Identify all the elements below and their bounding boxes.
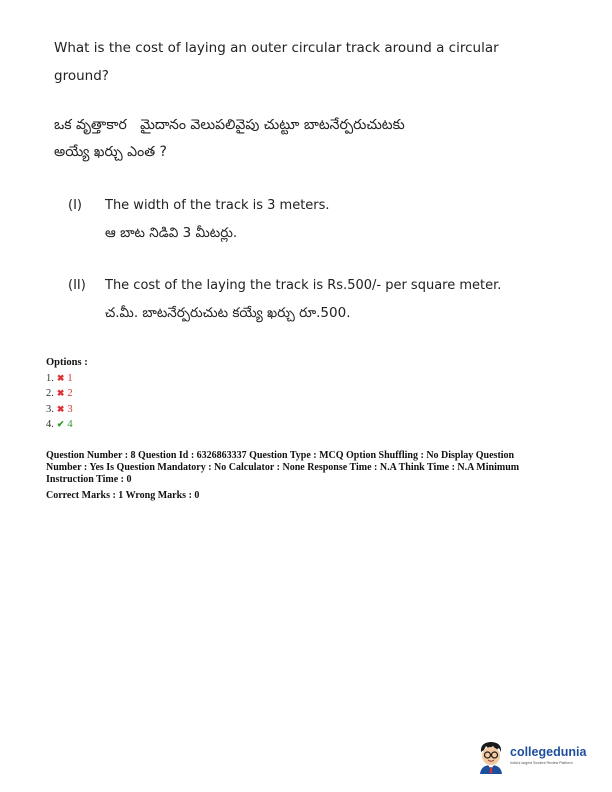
- option-3: [46, 402, 88, 418]
- statement-english: The width of the track is 3 meters.: [105, 198, 330, 213]
- metadata-line: Question Number : 8 Question Id : 6326863337 Question Type : MCQ Option Shuffling : No Display Question: [46, 450, 515, 461]
- brand-name: collegedunia: [510, 745, 587, 759]
- question-english: [54, 34, 524, 90]
- question-metadata: [46, 450, 566, 502]
- brand-tagline: India's largest Student Review Platform: [510, 761, 573, 765]
- question-telugu-line2: అయ్యే ఖర్చు ఎంత ?: [54, 144, 167, 160]
- question-english-line2: ground?: [54, 68, 109, 84]
- student-mascot-icon: [476, 740, 506, 774]
- option-1: [46, 371, 88, 387]
- option-2: [46, 386, 88, 402]
- option-value: 2: [67, 388, 73, 399]
- metadata-line: Instruction Time : 0: [46, 474, 132, 485]
- metadata-line: Number : Yes Is Question Mandatory : No Calculator : None Response Time : N.A Think Time : N.A Minimum: [46, 462, 520, 473]
- option-value: 1: [67, 372, 73, 384]
- options-heading: Options :: [46, 357, 88, 368]
- statement-number: (I): [68, 198, 82, 213]
- statement-telugu: చ.మీ. బాటనేర్పరుచుట కయ్యే ఖర్చు రూ.500.: [105, 305, 351, 321]
- option-4: [46, 417, 88, 433]
- question-telugu: [54, 112, 554, 166]
- marks-line: Correct Marks : 1 Wrong Marks : 0: [46, 490, 200, 501]
- cross-icon: ✖: [56, 372, 65, 383]
- question-telugu-line1: ఒక వృత్తాకార మైదానం వెలుపలివైపు చుట్టూ బాటనేర్పరుచుటకు: [54, 117, 405, 133]
- cross-icon: ✖: [56, 388, 65, 398]
- cross-icon: ✖: [56, 403, 65, 414]
- option-value: 3: [67, 403, 73, 415]
- option-number: 2.: [46, 388, 54, 399]
- statement-telugu: ఆ బాట నిడివి 3 మీటర్లు.: [105, 225, 238, 241]
- option-value: 4: [67, 419, 73, 430]
- option-number: 3.: [46, 403, 54, 415]
- statement-number: (II): [68, 278, 86, 293]
- option-number: 4.: [46, 419, 54, 430]
- checkmark-icon: ✔: [56, 419, 65, 429]
- question-english-line1: What is the cost of laying an outer circular track around a circular: [54, 40, 499, 56]
- brand-logo: [472, 738, 602, 778]
- option-number: 1.: [46, 372, 54, 384]
- statement-english: The cost of the laying the track is Rs.500/- per square meter.: [105, 278, 502, 293]
- options-list: [46, 355, 88, 433]
